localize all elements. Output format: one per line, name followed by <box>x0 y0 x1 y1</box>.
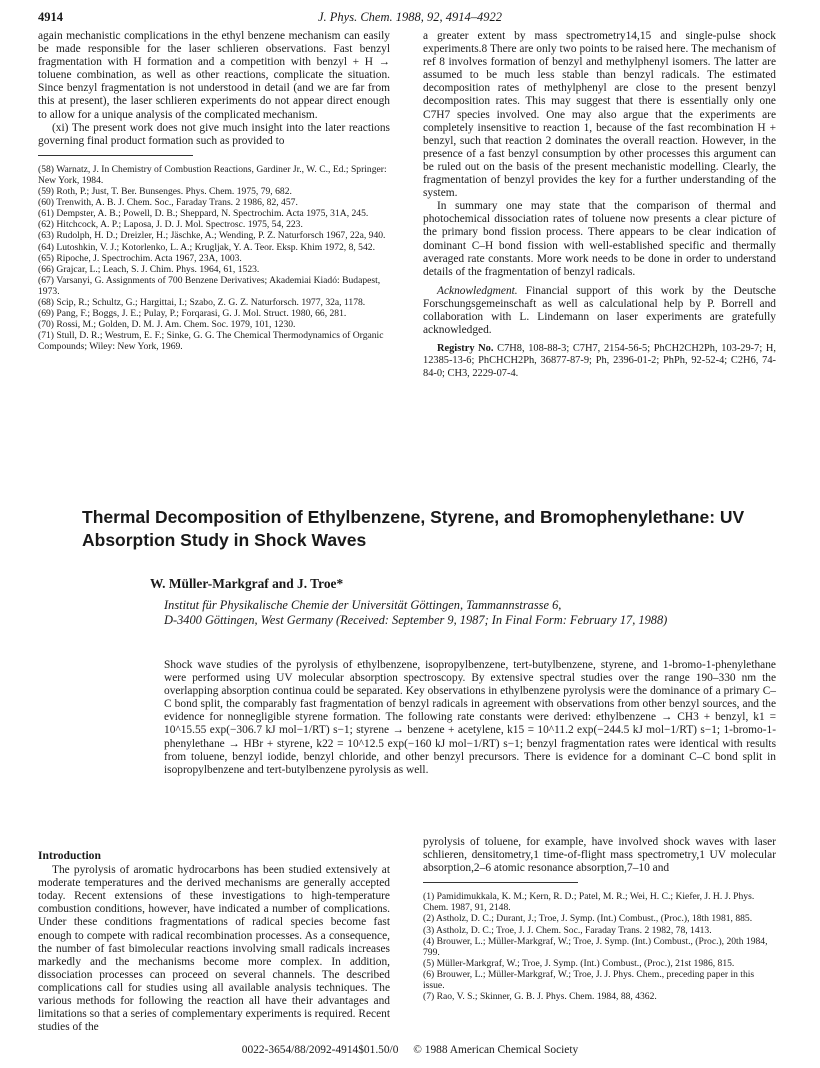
footnote-rule <box>423 882 578 883</box>
registry-text: C7H8, 108-88-3; C7H7, 2154-56-5; PhCH2CH2Ph, 103-29-7; H, 12385-13-6; PhCHCH2Ph, 36877-87-9; Ph, 2396-01-2; PhPh, 92-52-4; C2H6, 74-84-0; CH3, 2229-07-4. <box>423 343 776 379</box>
footer-copyright: © 1988 American Chemical Society <box>413 1044 579 1056</box>
body-paragraph: In summary one may state that the comparison of thermal and photochemical dissociation rates of toluene now presents a clear picture of the primary bond fission process. There appears to be clear indication of dominant C–H bond fission with well-established specific and thermally averaged rate constants. More work needs to be done in order to understand details of the fragmentation of benzyl radicals. <box>423 200 776 278</box>
article-abstract: Shock wave studies of the pyrolysis of ethylbenzene, isopropylbenzene, tert-butylbenzene, styrene, and 1-bromo-1-phenylethane were performed using UV molecular absorption spectroscopy. By extensive spectral studies over the range 190–330 nm the overlapping absorption continua could be separated. Key observations in ethylbenzene pyrolysis were the dominance of a primary C–C bond split, the comparably fast fragmentation of benzyl radicals in agreement with observations from other benzyl sources, and the evidence for nonnegligible styrene formation. The following rate constants were derived: ethylbenzene → CH3 + benzyl, k1 = 10^15.55 exp(−306.7 kJ mol−1/RT) s−1; styrene → benzene + acetylene, k15 = 10^11.2 exp(−244.5 kJ mol−1/RT) s−1; 1-bromo-1-phenylethane → HBr + styrene, k22 = 10^12.5 exp(−160 kJ mol−1/RT) s−1; benzyl fragmentation rates were identical with results from toluene, benzyl iodide, benzyl chloride, and other benzyl precursors. There is evidence for a dominant C–C bond split in isopropylbenzene and tert-butylbenzene pyrolysis as well. <box>164 659 776 776</box>
reference-item: (67) Varsanyi, G. Assignments of 700 Benzene Derivatives; Akademiai Kiadó: Budapest, 1973. <box>38 274 381 297</box>
reference-item: (7) Rao, V. S.; Skinner, G. B. J. Phys. Chem. 1984, 88, 4362. <box>423 991 657 1003</box>
article-authors: W. Müller-Markgraf and J. Troe* <box>150 576 344 591</box>
right-column-bottom <box>423 836 776 1002</box>
reference-item: (4) Brouwer, L.; Müller-Markgraf, W.; Troe, J. Symp. (Int.) Combust., (Proc.), 20th 1984, 799. <box>423 935 768 958</box>
article-title: Thermal Decomposition of Ethylbenzene, Styrene, and Bromophenylethane: UV Absorption Study in Shock Waves <box>82 507 745 550</box>
reference-item: (68) Scip, R.; Schultz, G.; Hargittai, I.; Szabo, Z. G. Z. Naturforsch. 1977, 32a, 1178. <box>38 296 366 308</box>
registry-numbers <box>423 343 776 380</box>
reference-item: (58) Warnatz, J. In Chemistry of Combustion Reactions, Gardiner Jr., W. C., Ed.; Springer: New York, 1984. <box>38 163 387 186</box>
right-column-top <box>423 30 776 380</box>
acknowledgment-text: Financial support of this work by the Deutsche Forschungsgemeinschaft as well as calculational help by P. Borrell and collaboration with L. Lindemann on laser experiments are gratefully acknowledged. <box>423 284 776 337</box>
reference-item: (66) Grajcar, L.; Leach, S. J. Chim. Phys. 1964, 61, 1523. <box>38 263 260 275</box>
affiliation-line: Institut für Physikalische Chemie der Universität Göttingen, Tammannstrasse 6, <box>164 598 562 612</box>
body-paragraph: again mechanistic complications in the ethyl benzene mechanism can easily be made responsible for the laser schlieren observations. Fast benzyl fragmentation with H formation and a competition with benzyl + H → toluene combination, as well as other reactions, complicate the situation. Since benzyl fragmentation is not understood in detail (and we are far from this at present), the laser schlieren experiments do not appear direct enough to allow for a unique analysis of the complicated mechanism. <box>38 30 390 121</box>
page-number: 4914 <box>38 10 63 24</box>
body-paragraph: a greater extent by mass spectrometry14,15 and single-pulse shock experiments.8 There are only two points to be raised here. The mechanism of ref 8 involves formation of benzyl and methylphenyl isomers. The latter are assumed to be much less stable than benzyl radicals. The estimated decomposition rates of methylphenyl are close to the present benzyl decomposition rates. This may suggest that there is essentially only one C7H7 species involved. One may also argue that the experiments are completely insensitive to reaction 1, because of the fast recombination H + benzyl, such that reaction 2 dominates the overall reaction. However, in the presence of a fast benzyl consumption by other processes this argument can be ruled out on the basis of the present mechanistic modelling. Clearly, the fragmentation of benzyl provides the key for a further understanding of the system. <box>423 30 776 200</box>
reference-item: (70) Rossi, M.; Golden, D. M. J. Am. Chem. Soc. 1979, 101, 1230. <box>38 319 296 331</box>
acknowledgment <box>423 285 776 337</box>
reference-item: (69) Pang, F.; Boggs, J. E.; Pulay, P.; Forqarasi, G. J. Mol. Struct. 1980, 66, 281. <box>38 308 347 320</box>
reference-item: (63) Rudolph, H. D.; Dreizler, H.; Jäschke, A.; Wending, P. Z. Naturforsch 1967, 22a, 940. <box>38 230 386 242</box>
reference-list <box>423 891 776 1002</box>
reference-item: (65) Ripoche, J. Spectrochim. Acta 1967, 23A, 1003. <box>38 252 242 264</box>
reference-item: (6) Brouwer, L.; Müller-Markgraf, W.; Troe, J. J. Phys. Chem., preceding paper in this issue. <box>423 968 755 992</box>
acknowledgment-label: Acknowledgment. <box>437 284 518 297</box>
footer-code: 0022-3654/88/2092-4914$01.50/0 <box>241 1044 399 1056</box>
body-paragraph: pyrolysis of toluene, for example, have involved shock waves with laser schlieren, densitometry,1 time-of-flight mass spectrometry,1 UV molecular absorption,2–6 atomic resonance absorption,7–10 and <box>423 836 776 875</box>
left-column-bottom <box>38 849 390 1034</box>
affiliation-line: D-3400 Göttingen, West Germany (Received: September 9, 1987; In Final Form: February 17, 1988) <box>164 613 668 627</box>
section-heading: Introduction <box>38 849 101 862</box>
article-affiliation <box>164 598 784 628</box>
reference-item: (71) Stull, D. R.; Westrum, E. F.; Sinke, G. G. The Chemical Thermodynamics of Organic Compounds; Wiley: New York, 1969. <box>38 330 384 353</box>
reference-item: (61) Dempster, A. B.; Powell, D. B.; Sheppard, N. Spectrochim. Acta 1975, 31A, 245. <box>38 208 369 220</box>
reference-item: (5) Müller-Markgraf, W.; Troe, J. Symp. (Int.) Combust., (Proc.), 21st 1986, 815. <box>423 957 735 969</box>
reference-item: (59) Roth, P.; Just, T. Ber. Bunsenges. Phys. Chem. 1975, 79, 682. <box>38 186 292 198</box>
reference-item: (62) Hitchcock, A. P.; Laposa, J. D. J. Mol. Spectrosc. 1975, 54, 223. <box>38 219 303 231</box>
reference-item: (1) Pamidimukkala, K. M.; Kern, R. D.; Patel, M. R.; Wei, H. C.; Kiefer, J. H. J. Phys. Chem. 1987, 91, 2148. <box>423 891 755 914</box>
reference-item: (64) Lutoshkin, V. J.; Kotorlenko, L. A.; Krugljak, Y. A. Teor. Eksp. Khim 1972, 8, 542. <box>38 241 375 253</box>
left-column-top <box>38 30 390 352</box>
reference-item: (60) Trenwith, A. B. J. Chem. Soc., Faraday Trans. 2 1986, 82, 457. <box>38 197 298 209</box>
reference-list <box>38 164 390 353</box>
footnote-rule <box>38 155 193 156</box>
reference-item: (2) Astholz, D. C.; Durant, J.; Troe, J. Symp. (Int.) Combust., (Proc.), 18th 1981, 885. <box>423 913 753 925</box>
page-footer <box>0 1044 820 1056</box>
journal-header: J. Phys. Chem. 1988, 92, 4914–4922 <box>317 10 502 24</box>
body-paragraph: (xi) The present work does not give much insight into the later reactions governing final product formation such as provided to <box>38 121 390 147</box>
body-paragraph: The pyrolysis of aromatic hydrocarbons has been studied extensively at moderate temperatures and the derived mechanisms are generally accepted today. Recent extensions of these investigations to high-temperature combustion conditions, however, have indicated a number of complications. Under these conditions fragmentations of radical species become fast enough to compete with radical recombination processes. As a consequence, the number of fast bimolecular reactions involving small radicals increases markedly and the mechanisms become more complex. In addition, dissociation processes can proceed on several channels. The described complications call for studies using all available analysis techniques. The various methods for following the reaction all have their advantages and limitations so that a series of complementary experiments is required. Recent studies of the <box>38 864 390 1034</box>
reference-item: (3) Astholz, D. C.; Troe, J. J. Chem. Soc., Faraday Trans. 2 1982, 78, 1413. <box>423 924 712 936</box>
registry-label: Registry No. <box>437 343 494 355</box>
